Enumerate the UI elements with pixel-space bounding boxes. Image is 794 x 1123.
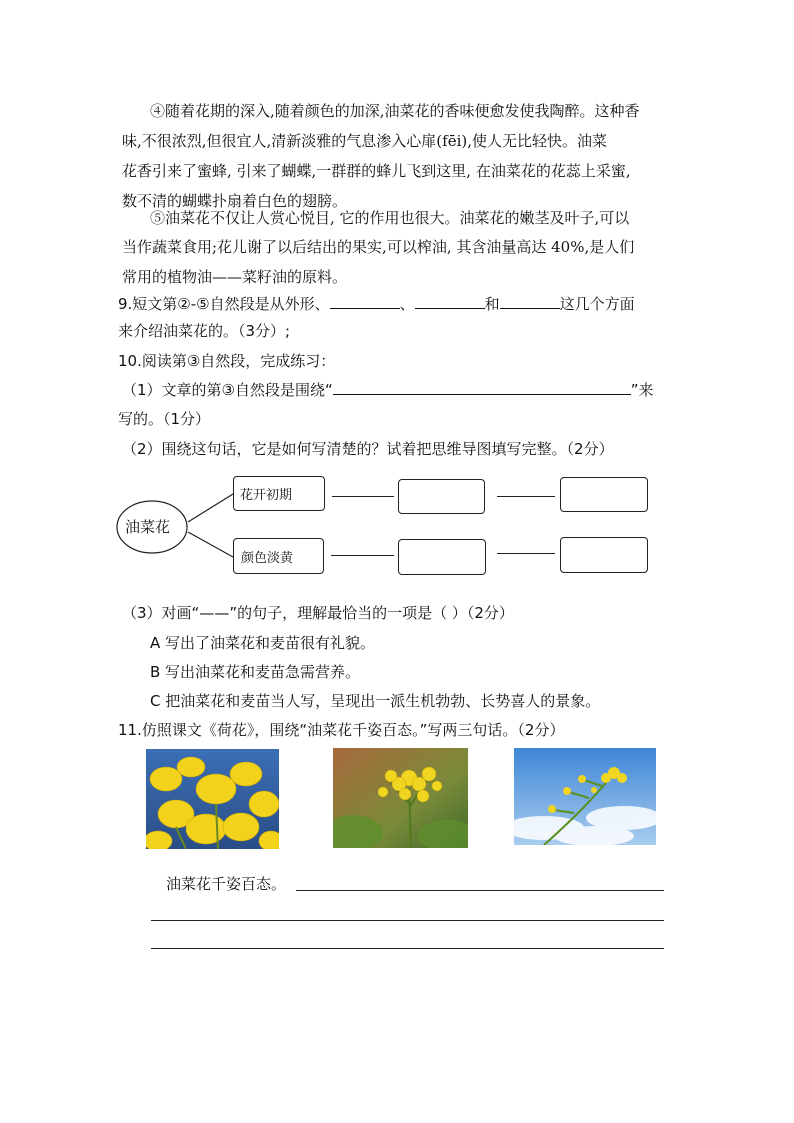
- q10-sub1-blank[interactable]: [333, 376, 631, 395]
- para4-line4: 数不清的蝴蝶扑扇着白色的翅膀。: [122, 192, 348, 210]
- q11-title: 11.仿照课文《荷花》，围绕“油菜花千姿百态。”写两三句话。（2分）: [118, 721, 565, 739]
- rapeseed-flower-closeup-image: [146, 749, 279, 849]
- q9-sep2: 和: [484, 295, 500, 313]
- q10-option-b[interactable]: B 写出油菜花和麦苗急需营养。: [150, 663, 361, 681]
- mindmap-branch2-connector-1: [331, 555, 394, 556]
- para4-line1: ④随着花期的深入,随着颜色的加深,油菜花的香味便愈发使我陶醉。这种香: [150, 102, 640, 120]
- q10-title: 10.阅读第③自然段，完成练习：: [118, 352, 336, 370]
- para5-line3: 常用的植物油——菜籽油的原料。: [122, 268, 348, 286]
- para5-line2: 当作蔬菜食用;花儿谢了以后结出的果实,可以榨油, 其含油量高达 40%,是人们: [122, 238, 635, 256]
- rapeseed-flower-field-image: [333, 748, 468, 848]
- q9-blank-2[interactable]: [415, 290, 485, 309]
- q9-line1: [118, 289, 635, 319]
- q9-sep1: 、: [399, 295, 415, 313]
- q11-answer-line-3[interactable]: [151, 948, 664, 949]
- q9-blank-3[interactable]: [500, 290, 560, 309]
- q11-starter: 油菜花千姿百态。: [166, 875, 287, 893]
- mindmap-branch1-blank-1[interactable]: [398, 479, 485, 514]
- q10-sub1-text-b: ”来: [630, 381, 654, 399]
- para5-line1: ⑤油菜花不仅让人赏心悦目, 它的作用也很大。油菜花的嫩茎及叶子,可以: [150, 209, 630, 227]
- q10-sub1-text-a: （1）文章的第③自然段是围绕“: [122, 381, 333, 399]
- mindmap-branch2-connector-2: [497, 553, 555, 554]
- mindmap-branch1-blank-2[interactable]: [560, 477, 648, 512]
- q11-answer-line-1[interactable]: [296, 890, 664, 891]
- q10-sub2: （2）围绕这句话，它是如何写清楚的？试着把思维导图填写完整。（2分）: [122, 440, 614, 458]
- q11-answer-line-2[interactable]: [151, 920, 664, 921]
- mindmap-branch2-blank-1[interactable]: [398, 539, 486, 575]
- q10-sub1: [122, 375, 654, 405]
- mindmap-branch1-connector-2: [497, 496, 555, 497]
- q10-sub1-line2: 写的。（1分）: [118, 410, 211, 428]
- q9-line2: 来介绍油菜花的。（3分）;: [118, 322, 291, 340]
- q9-text-a: 9.短文第②-⑤自然段是从外形、: [118, 295, 330, 313]
- rapeseed-flower-sky-image: [514, 748, 656, 845]
- q10-sub3: （3）对画“——”的句子，理解最恰当的一项是（ ）（2分）: [122, 604, 514, 622]
- mindmap-center: 油菜花: [125, 518, 171, 536]
- mindmap-branch2-label: 颜色淡黄: [241, 551, 294, 566]
- q10-option-c[interactable]: C 把油菜花和麦苗当人写，呈现出一派生机勃勃、长势喜人的景象。: [150, 692, 601, 710]
- q9-text-b: 这几个方面: [559, 295, 635, 313]
- q10-option-a[interactable]: A 写出了油菜花和麦苗很有礼貌。: [150, 634, 376, 652]
- q9-blank-1[interactable]: [330, 290, 400, 309]
- mindmap-branch2-blank-2[interactable]: [560, 537, 648, 573]
- para4-line2: 味,不很浓烈,但很宜人,清新淡雅的气息渗入心扉(fēi),使人无比轻快。油菜: [122, 132, 608, 150]
- mindmap-branch1-label: 花开初期: [240, 488, 293, 503]
- para4-line3: 花香引来了蜜蜂, 引来了蝴蝶,一群群的蜂儿飞到这里, 在油菜花的花蕊上采蜜,: [122, 162, 631, 180]
- mindmap-branch1-connector-1: [332, 496, 394, 497]
